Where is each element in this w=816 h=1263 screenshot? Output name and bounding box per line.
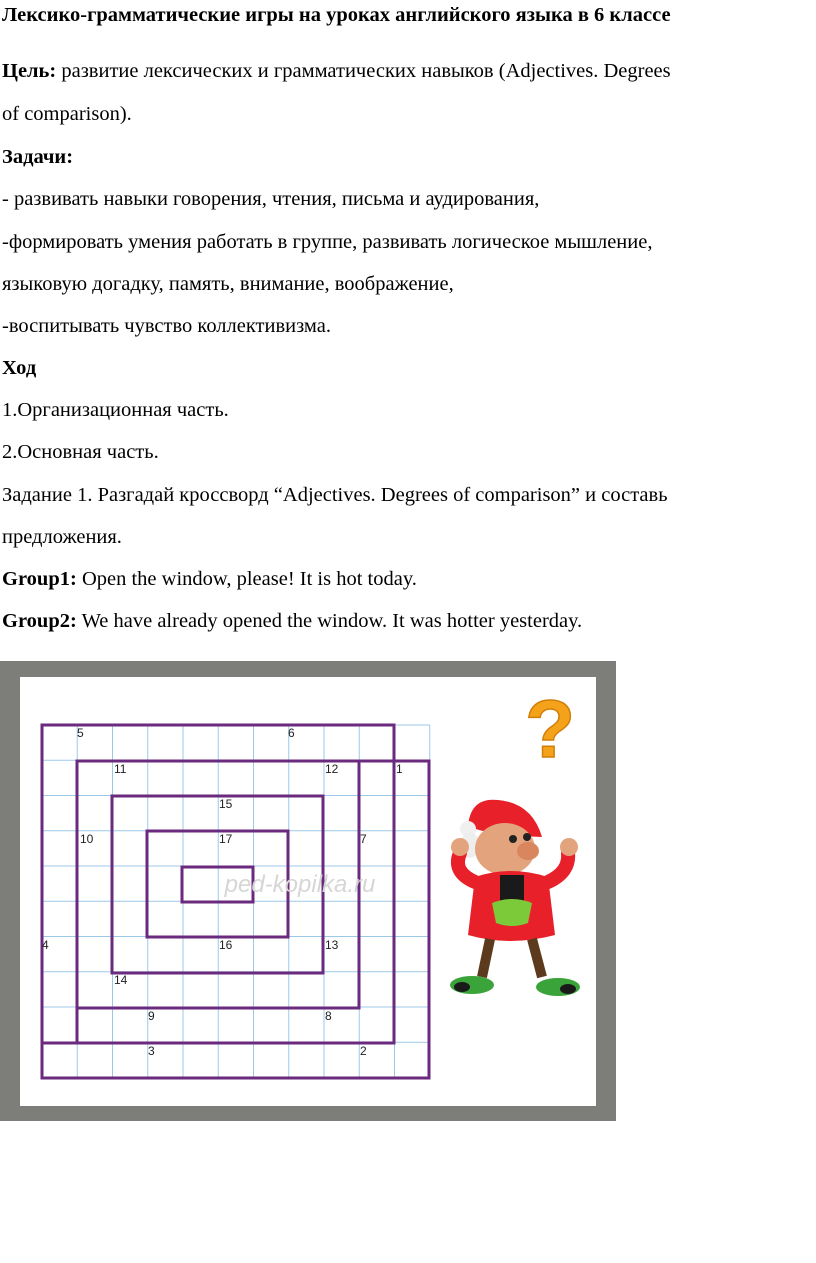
crossword-number: 15 [219, 797, 233, 811]
crossword-number: 1 [396, 762, 403, 776]
gnome-character-icon [450, 800, 580, 996]
crossword-number: 8 [325, 1009, 332, 1023]
goal-line-2: of comparison). [2, 103, 132, 125]
crossword-number: 14 [114, 973, 128, 987]
step-item: 1.Организационная часть. [2, 399, 229, 421]
goal-label: Цель: [2, 60, 57, 82]
crossword-panel [20, 677, 596, 1106]
crossword-figure [0, 661, 616, 1121]
group2-label: Group2: [2, 610, 77, 632]
group2-line [2, 608, 582, 634]
crossword-number: 4 [42, 938, 49, 952]
document-title: Лексико-грамматические игры на уроках английского языка в 6 классе [2, 4, 671, 26]
crossword-number: 5 [77, 726, 84, 740]
task-item: - развивать навыки говорения, чтения, письма и аудирования, [2, 188, 540, 210]
crossword-number: 9 [148, 1009, 155, 1023]
crossword-number: 17 [219, 832, 233, 846]
group1-line [2, 566, 417, 592]
task-item: языковую догадку, память, внимание, воображение, [2, 273, 454, 295]
question-mark-icon: ? [524, 684, 576, 775]
crossword-number: 7 [360, 832, 367, 846]
crossword-svg [20, 677, 596, 1106]
crossword-number: 16 [219, 938, 233, 952]
crossword-number: 3 [148, 1044, 155, 1058]
group1-text: Open the window, please! It is hot today. [76, 568, 417, 590]
assignment-line-1: Задание 1. Разгадай кроссворд “Adjectives. Degrees of comparison” и составь [2, 484, 668, 506]
step-item: 2.Основная часть. [2, 441, 159, 463]
task-item: -формировать умения работать в группе, развивать логическое мышление, [2, 231, 653, 253]
progress-label: Ход [2, 357, 37, 379]
crossword-number: 6 [288, 726, 295, 740]
crossword-number: 11 [114, 762, 127, 776]
watermark: ped-kopilka.ru [224, 871, 376, 898]
group2-text: We have already opened the window. It was hotter yesterday. [76, 610, 583, 632]
crossword-number: 2 [360, 1044, 367, 1058]
goal-text: развитие лексических и грамматических навыков (Adjectives. Degrees [56, 60, 671, 82]
goal-line-1 [2, 58, 671, 84]
crossword-number: 13 [325, 938, 339, 952]
group1-label: Group1: [2, 568, 77, 590]
crossword-number: 12 [325, 762, 339, 776]
tasks-label: Задачи: [2, 146, 74, 168]
crossword-number: 10 [80, 832, 94, 846]
assignment-line-2: предложения. [2, 526, 122, 548]
task-item: -воспитывать чувство коллективизма. [2, 315, 331, 337]
